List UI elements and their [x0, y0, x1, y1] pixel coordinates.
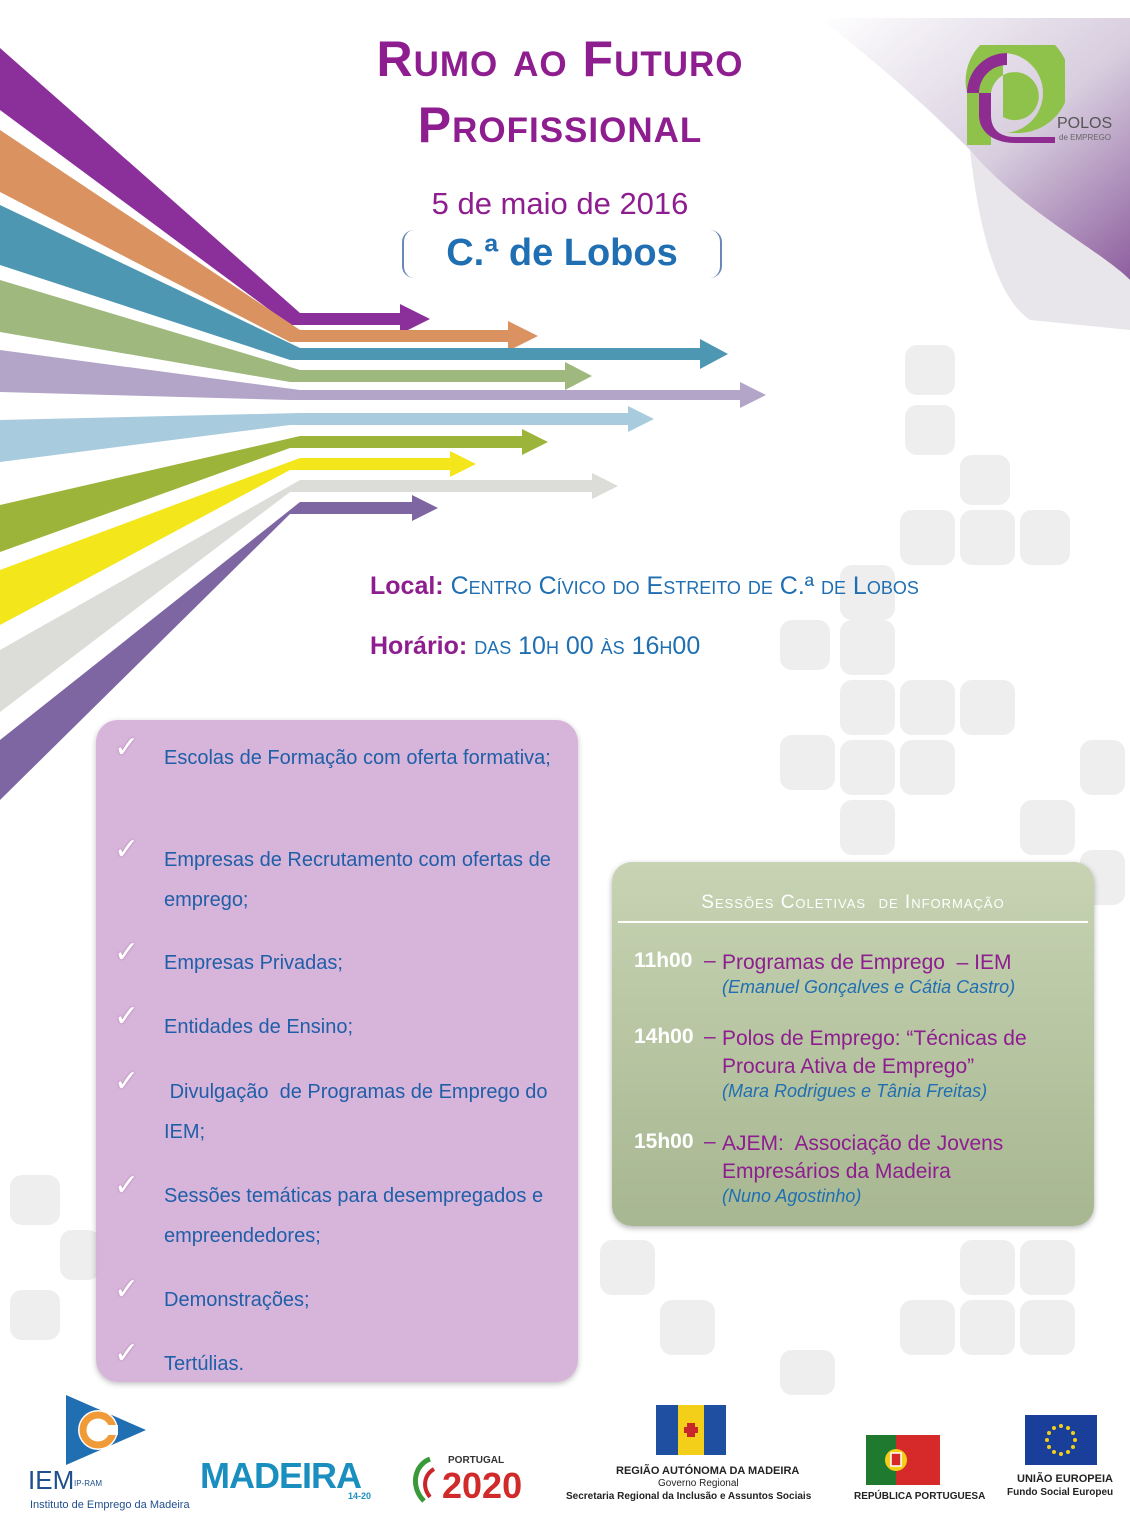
activity-text: Sessões temáticas para desempregados e empreendedores;: [164, 1185, 544, 1247]
portugal-year: 2020: [442, 1465, 523, 1506]
session-title: AJEM: Associação de Jovens Empresários da Madeira: [722, 1132, 1010, 1183]
portugal-word: PORTUGAL: [448, 1455, 505, 1466]
session-title: Polos de Emprego: “Técnicas de Procura Ativa de Emprego”: [722, 1027, 1027, 1078]
iem-name: IEM: [28, 1465, 75, 1495]
ue-line1: UNIÃO EUROPEIA: [1017, 1473, 1113, 1485]
portugal-flag-icon: [866, 1435, 940, 1485]
session-speaker: (Emanuel Gonçalves e Cátia Castro): [722, 977, 1016, 997]
local-row: [370, 572, 919, 601]
activity-text: Demonstrações;: [164, 1289, 310, 1311]
regiao-line1: REGIÃO AUTÓNOMA DA MADEIRA: [616, 1465, 800, 1477]
activity-text: Escolas de Formação com oferta formativa;: [164, 747, 551, 769]
polos-word: POLOS: [1057, 115, 1113, 132]
event-date: 5 de maio de 2016: [431, 186, 689, 221]
iem-full-name: Instituto de Emprego da Madeira: [30, 1499, 190, 1511]
horario-value: das 10h 00 às 16h00: [474, 632, 701, 660]
madeira-flag-icon: [656, 1405, 726, 1455]
checkmark-icon: ✓: [114, 935, 140, 970]
polos-small-word: de EMPREGO: [1059, 133, 1112, 142]
activity-text: Empresas Privadas;: [164, 952, 343, 974]
republica-portuguesa-logo: [852, 1435, 986, 1505]
activities-panel: [96, 720, 578, 1382]
session-title: Programas de Emprego – IEM: [722, 951, 1012, 974]
session-dash: –: [704, 1130, 716, 1153]
madeira-sub: 14-20: [348, 1491, 372, 1501]
session-time: 11h00: [634, 949, 693, 972]
local-value: Centro Cívico do Estreito de C.ª de Lobos: [450, 572, 919, 600]
sessions-panel: [612, 862, 1094, 1226]
title-line1: Rumo ao Futuro: [376, 31, 744, 87]
checkmark-icon: ✓: [114, 730, 140, 765]
horario-label: Horário:: [370, 632, 468, 660]
activity-text: Tertúlias.: [164, 1353, 245, 1375]
session-dash: –: [704, 949, 716, 972]
eu-flag-icon: [1025, 1415, 1097, 1465]
republica-text: REPÚBLICA PORTUGUESA: [854, 1491, 986, 1502]
iem-logo: [28, 1395, 190, 1515]
portugal-swoosh-icon: [408, 1457, 438, 1503]
regiao-madeira-logo: [562, 1405, 822, 1505]
session-speaker: (Nuno Agostinho): [722, 1186, 862, 1206]
checkmark-icon: ✓: [114, 1168, 140, 1203]
uniao-europeia-logo: [1005, 1415, 1117, 1505]
session-dash: –: [704, 1025, 716, 1048]
session-time: 15h00: [634, 1130, 694, 1153]
horario-row: [370, 632, 700, 661]
regiao-line2: Governo Regional: [658, 1478, 739, 1489]
checkmark-icon: ✓: [114, 1272, 140, 1307]
session-speaker: (Mara Rodrigues e Tânia Freitas): [722, 1081, 988, 1101]
checkmark-icon: ✓: [114, 1064, 140, 1099]
madeira-word: MADEIRA: [200, 1455, 361, 1496]
local-label: Local:: [370, 572, 444, 600]
portugal-2020-logo: [408, 1455, 548, 1505]
madeira-1420-logo: [192, 1455, 382, 1505]
sessions-heading: Sessões Coletivas de Informação: [701, 892, 1005, 913]
iem-suffix: IP-RAM: [74, 1479, 102, 1488]
regiao-line3: Secretaria Regional da Inclusão e Assuntos Sociais: [566, 1491, 812, 1502]
activity-text: Divulgação de Programas de Emprego do IEM;: [164, 1081, 554, 1143]
title-line2: Profissional: [417, 97, 703, 153]
ue-line2: Fundo Social Europeu: [1007, 1487, 1114, 1498]
checkmark-icon: ✓: [114, 832, 140, 867]
session-time: 14h00: [634, 1025, 694, 1048]
checkmark-icon: ✓: [114, 1336, 140, 1371]
divider: [618, 921, 1088, 923]
activity-text: Empresas de Recrutamento com ofertas de emprego;: [164, 849, 551, 911]
checkmark-icon: ✓: [114, 999, 140, 1034]
iem-emblem-icon: [66, 1395, 146, 1465]
activity-text: Entidades de Ensino;: [164, 1016, 354, 1038]
event-place: C.ª de Lobos: [446, 232, 678, 274]
